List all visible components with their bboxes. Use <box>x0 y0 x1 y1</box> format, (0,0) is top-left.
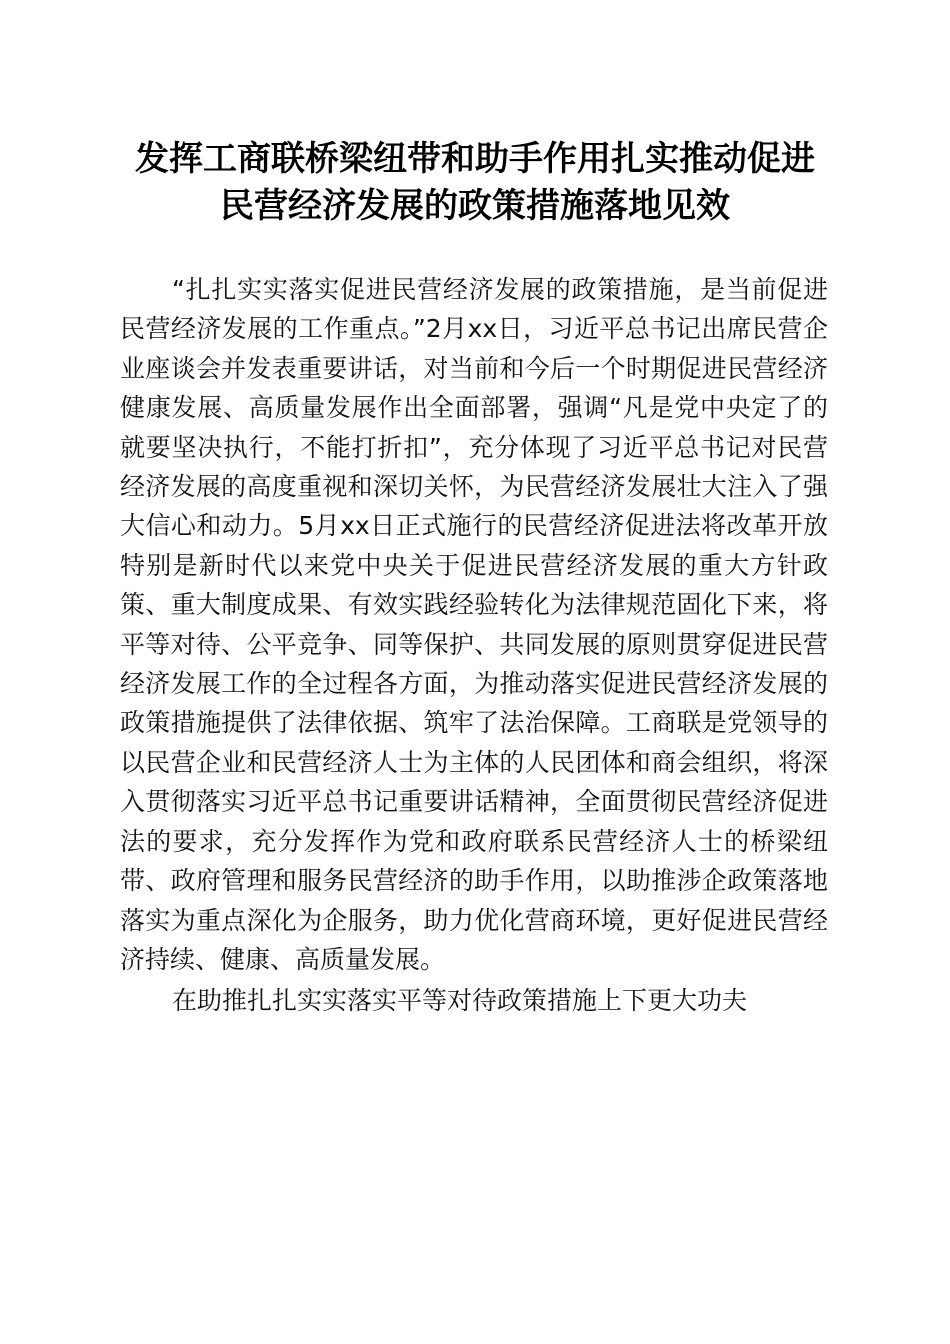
title-line-2: 民营经济发展的政策措施落地见效 <box>220 186 730 226</box>
document-title <box>100 136 850 230</box>
section-heading: 在助推扎扎实实落实平等对待政策措施上下更大功夫 <box>172 986 748 1016</box>
body-paragraph-1: “扎扎实实落实促进民营经济发展的政策措施，是当前促进民营经济发展的工作重点。”2月xx日，习近平总书记出席民营企业座谈会并发表重要讲话，对当前和今后一个时期促进民营经济健康发展、高质量发展作出全面部署，强调“凡是党中央定了的就要坚决执行，不能打折扣”，充分体现了习近平总书记对民营经济发展的高度重视和深切关怀，为民营经济发展壮大注入了强大信心和动力。5月xx日正式施行的民营经济促进法将改革开放特别是新时代以来党中央关于促进民营经济发展的重大方针政策、重大制度成果、有效实践经验转化为法律规范固化下来，将平等对待、公平竞争、同等保护、共同发展的原则贯穿促进民营经济发展工作的全过程各方面，为推动落实促进民营经济发展的政策措施提供了法律依据、筑牢了法治保障。工商联是党领导的以民营企业和民营经济人士为主体的人民团体和商会组织，将深入贯彻落实习近平总书记重要讲话精神，全面贯彻民营经济促进法的要求，充分发挥作为党和政府联系民营经济人士的桥梁纽带、政府管理和服务民营经济的助手作用，以助推涉企政策落地落实为重点深化为企服务，助力优化营商环境，更好促进民营经济持续、健康、高质量发展。 <box>120 275 828 974</box>
document-body <box>120 270 828 1021</box>
title-line-1: 发挥工商联桥梁纽带和助手作用扎实推动促进 <box>135 139 815 179</box>
